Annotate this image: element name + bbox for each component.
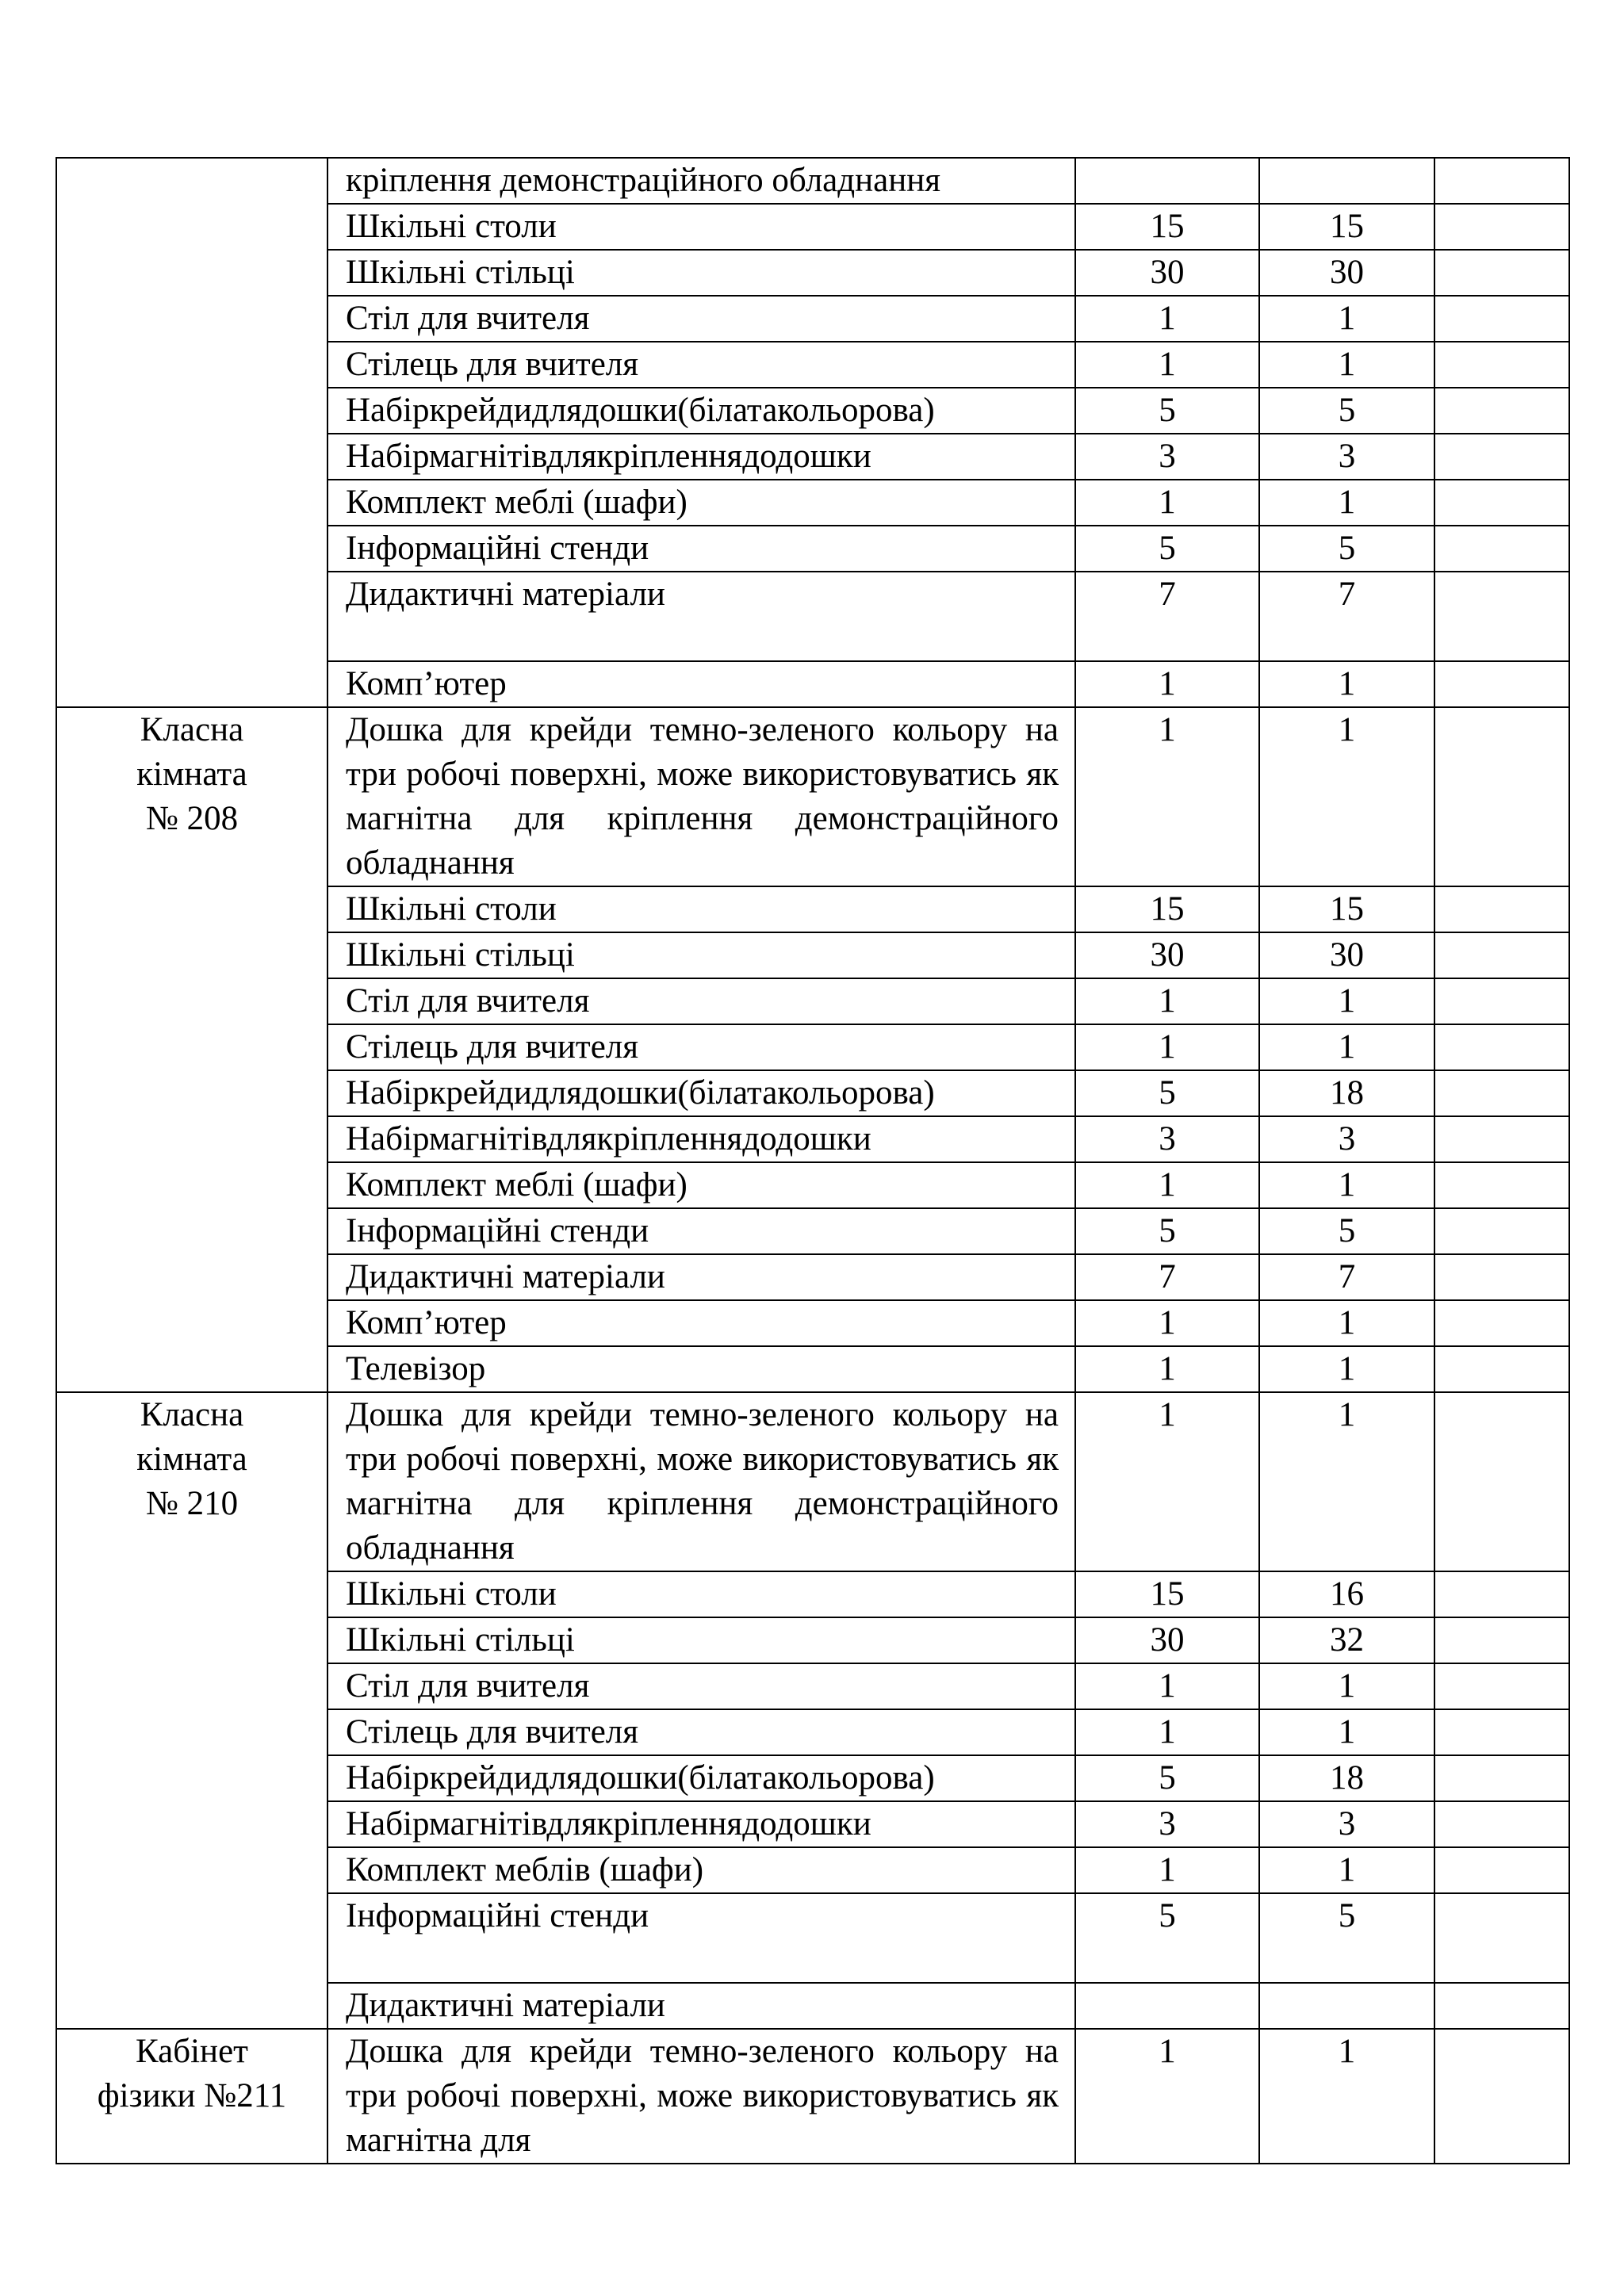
- empty-cell: [1434, 1162, 1569, 1208]
- quantity-available-cell: 1: [1259, 1024, 1434, 1070]
- empty-cell: [1434, 526, 1569, 572]
- quantity-required-cell: 1: [1075, 661, 1259, 707]
- empty-cell: [1434, 1070, 1569, 1116]
- room-label-line: Кабінет: [136, 2033, 248, 2070]
- item-name-cell: Інформаційні стенди: [327, 1208, 1075, 1254]
- quantity-available-cell: 5: [1259, 388, 1434, 434]
- quantity-available-cell: 32: [1259, 1617, 1434, 1663]
- table-body: [56, 158, 1569, 2164]
- empty-cell: [1434, 572, 1569, 661]
- quantity-required-cell: 1: [1075, 1847, 1259, 1893]
- quantity-available-cell: 1: [1259, 1663, 1434, 1709]
- item-name-cell: Інформаційні стенди: [327, 526, 1075, 572]
- quantity-available-cell: 1: [1259, 342, 1434, 388]
- quantity-available-cell: 1: [1259, 978, 1434, 1024]
- item-name-cell: Набірмагнітівдлякріпленнядодошки: [327, 1801, 1075, 1847]
- quantity-required-cell: 5: [1075, 1755, 1259, 1801]
- quantity-required-cell: 3: [1075, 1801, 1259, 1847]
- empty-cell: [1434, 1983, 1569, 2029]
- quantity-available-cell: 5: [1259, 526, 1434, 572]
- empty-cell: [1434, 1392, 1569, 1571]
- item-name-cell: Набіркрейдидлядошки(білатакольорова): [327, 1755, 1075, 1801]
- item-name-cell: Комп’ютер: [327, 1300, 1075, 1346]
- quantity-required-cell: 1: [1075, 1709, 1259, 1755]
- item-name-cell: Комплект меблів (шафи): [327, 1847, 1075, 1893]
- room-label-line: фізики №211: [97, 2077, 287, 2114]
- quantity-required-cell: 7: [1075, 572, 1259, 661]
- room-cell: [56, 1392, 327, 2029]
- item-name-cell: Комп’ютер: [327, 661, 1075, 707]
- empty-cell: [1434, 250, 1569, 296]
- quantity-required-cell: 30: [1075, 932, 1259, 978]
- quantity-available-cell: 18: [1259, 1070, 1434, 1116]
- quantity-required-cell: [1075, 1983, 1259, 2029]
- table-row: [56, 158, 1569, 204]
- room-cell: [56, 707, 327, 1392]
- item-name-cell: Стіл для вчителя: [327, 978, 1075, 1024]
- room-label-line: Класна: [140, 1396, 244, 1433]
- item-name-cell: Телевізор: [327, 1346, 1075, 1392]
- quantity-available-cell: 5: [1259, 1893, 1434, 1983]
- quantity-required-cell: 1: [1075, 1300, 1259, 1346]
- item-name-cell: Стілець для вчителя: [327, 1024, 1075, 1070]
- item-name-cell: Дошка для крейди темно-зеленого кольору на три робочі поверхні, може використовуватись як магнітна для: [327, 2029, 1075, 2164]
- empty-cell: [1434, 1801, 1569, 1847]
- quantity-required-cell: 1: [1075, 296, 1259, 342]
- quantity-available-cell: 1: [1259, 1346, 1434, 1392]
- empty-cell: [1434, 296, 1569, 342]
- quantity-required-cell: 5: [1075, 388, 1259, 434]
- empty-cell: [1434, 1024, 1569, 1070]
- room-cell: [56, 158, 327, 707]
- quantity-required-cell: [1075, 158, 1259, 204]
- quantity-required-cell: 1: [1075, 1392, 1259, 1571]
- item-name-cell: Шкільні столи: [327, 1571, 1075, 1617]
- quantity-available-cell: 7: [1259, 572, 1434, 661]
- quantity-available-cell: 1: [1259, 661, 1434, 707]
- quantity-available-cell: 1: [1259, 707, 1434, 886]
- item-name-cell: Шкільні стільці: [327, 1617, 1075, 1663]
- quantity-required-cell: 3: [1075, 1116, 1259, 1162]
- quantity-available-cell: 1: [1259, 1162, 1434, 1208]
- quantity-required-cell: 5: [1075, 1893, 1259, 1983]
- empty-cell: [1434, 342, 1569, 388]
- quantity-available-cell: 18: [1259, 1755, 1434, 1801]
- table-row: [56, 707, 1569, 886]
- empty-cell: [1434, 1617, 1569, 1663]
- quantity-available-cell: 7: [1259, 1254, 1434, 1300]
- quantity-required-cell: 30: [1075, 250, 1259, 296]
- empty-cell: [1434, 2029, 1569, 2164]
- empty-cell: [1434, 1116, 1569, 1162]
- item-name-cell: Шкільні столи: [327, 204, 1075, 250]
- empty-cell: [1434, 1893, 1569, 1983]
- empty-cell: [1434, 1300, 1569, 1346]
- empty-cell: [1434, 1755, 1569, 1801]
- item-name-cell: Комплект меблі (шафи): [327, 480, 1075, 526]
- empty-cell: [1434, 886, 1569, 932]
- empty-cell: [1434, 932, 1569, 978]
- empty-cell: [1434, 1254, 1569, 1300]
- item-name-cell: Набірмагнітівдлякріпленнядодошки: [327, 434, 1075, 480]
- empty-cell: [1434, 388, 1569, 434]
- room-cell: [56, 2029, 327, 2164]
- quantity-available-cell: [1259, 1983, 1434, 2029]
- item-name-cell: Набірмагнітівдлякріпленнядодошки: [327, 1116, 1075, 1162]
- quantity-required-cell: 5: [1075, 1208, 1259, 1254]
- quantity-required-cell: 15: [1075, 886, 1259, 932]
- quantity-required-cell: 7: [1075, 1254, 1259, 1300]
- quantity-available-cell: 15: [1259, 886, 1434, 932]
- quantity-required-cell: 5: [1075, 1070, 1259, 1116]
- quantity-available-cell: 1: [1259, 1392, 1434, 1571]
- item-name-cell: Стілець для вчителя: [327, 342, 1075, 388]
- item-name-cell: Інформаційні стенди: [327, 1893, 1075, 1983]
- empty-cell: [1434, 1709, 1569, 1755]
- quantity-required-cell: 1: [1075, 480, 1259, 526]
- room-label-line: № 208: [145, 800, 239, 837]
- equipment-table: [56, 157, 1570, 2164]
- quantity-required-cell: 15: [1075, 204, 1259, 250]
- quantity-available-cell: 5: [1259, 1208, 1434, 1254]
- empty-cell: [1434, 204, 1569, 250]
- quantity-available-cell: 3: [1259, 1801, 1434, 1847]
- quantity-required-cell: 1: [1075, 1346, 1259, 1392]
- quantity-available-cell: 1: [1259, 1847, 1434, 1893]
- quantity-required-cell: 1: [1075, 1024, 1259, 1070]
- item-name-cell: Стіл для вчителя: [327, 296, 1075, 342]
- item-name-cell: Шкільні столи: [327, 886, 1075, 932]
- empty-cell: [1434, 1847, 1569, 1893]
- item-name-cell: Стіл для вчителя: [327, 1663, 1075, 1709]
- quantity-available-cell: 15: [1259, 204, 1434, 250]
- item-name-cell: Дидактичні матеріали: [327, 572, 1075, 661]
- room-label-line: кімната: [136, 1441, 247, 1478]
- item-name-cell: кріплення демонстраційного обладнання: [327, 158, 1075, 204]
- room-label-line: кімната: [136, 756, 247, 793]
- quantity-required-cell: 30: [1075, 1617, 1259, 1663]
- empty-cell: [1434, 661, 1569, 707]
- quantity-required-cell: 1: [1075, 342, 1259, 388]
- room-label-line: Класна: [140, 711, 244, 748]
- quantity-available-cell: 1: [1259, 1300, 1434, 1346]
- quantity-available-cell: 1: [1259, 480, 1434, 526]
- quantity-required-cell: 15: [1075, 1571, 1259, 1617]
- quantity-required-cell: 1: [1075, 1162, 1259, 1208]
- empty-cell: [1434, 480, 1569, 526]
- item-name-cell: Стілець для вчителя: [327, 1709, 1075, 1755]
- quantity-available-cell: 3: [1259, 434, 1434, 480]
- quantity-available-cell: 30: [1259, 250, 1434, 296]
- quantity-required-cell: 1: [1075, 707, 1259, 886]
- room-label-line: № 210: [145, 1485, 239, 1522]
- quantity-required-cell: 3: [1075, 434, 1259, 480]
- quantity-available-cell: 1: [1259, 2029, 1434, 2164]
- item-name-cell: Шкільні стільці: [327, 250, 1075, 296]
- empty-cell: [1434, 707, 1569, 886]
- item-name-cell: Комплект меблі (шафи): [327, 1162, 1075, 1208]
- quantity-available-cell: [1259, 158, 1434, 204]
- item-name-cell: Дошка для крейди темно-зеленого кольору на три робочі поверхні, може використовуватись як магнітна для кріплення демонстраційного обладнання: [327, 707, 1075, 886]
- quantity-available-cell: 1: [1259, 1709, 1434, 1755]
- item-name-cell: Набіркрейдидлядошки(білатакольорова): [327, 1070, 1075, 1116]
- table-row: [56, 2029, 1569, 2164]
- table-row: [56, 1392, 1569, 1571]
- empty-cell: [1434, 434, 1569, 480]
- empty-cell: [1434, 1346, 1569, 1392]
- quantity-required-cell: 1: [1075, 978, 1259, 1024]
- quantity-required-cell: 5: [1075, 526, 1259, 572]
- empty-cell: [1434, 1663, 1569, 1709]
- quantity-available-cell: 30: [1259, 932, 1434, 978]
- quantity-available-cell: 16: [1259, 1571, 1434, 1617]
- empty-cell: [1434, 1571, 1569, 1617]
- item-name-cell: Дидактичні матеріали: [327, 1254, 1075, 1300]
- quantity-available-cell: 1: [1259, 296, 1434, 342]
- item-name-cell: Дидактичні матеріали: [327, 1983, 1075, 2029]
- quantity-required-cell: 1: [1075, 2029, 1259, 2164]
- empty-cell: [1434, 158, 1569, 204]
- quantity-required-cell: 1: [1075, 1663, 1259, 1709]
- item-name-cell: Набіркрейдидлядошки(білатакольорова): [327, 388, 1075, 434]
- quantity-available-cell: 3: [1259, 1116, 1434, 1162]
- empty-cell: [1434, 978, 1569, 1024]
- item-name-cell: Шкільні стільці: [327, 932, 1075, 978]
- empty-cell: [1434, 1208, 1569, 1254]
- item-name-cell: Дошка для крейди темно-зеленого кольору на три робочі поверхні, може використовуватись як магнітна для кріплення демонстраційного обладнання: [327, 1392, 1075, 1571]
